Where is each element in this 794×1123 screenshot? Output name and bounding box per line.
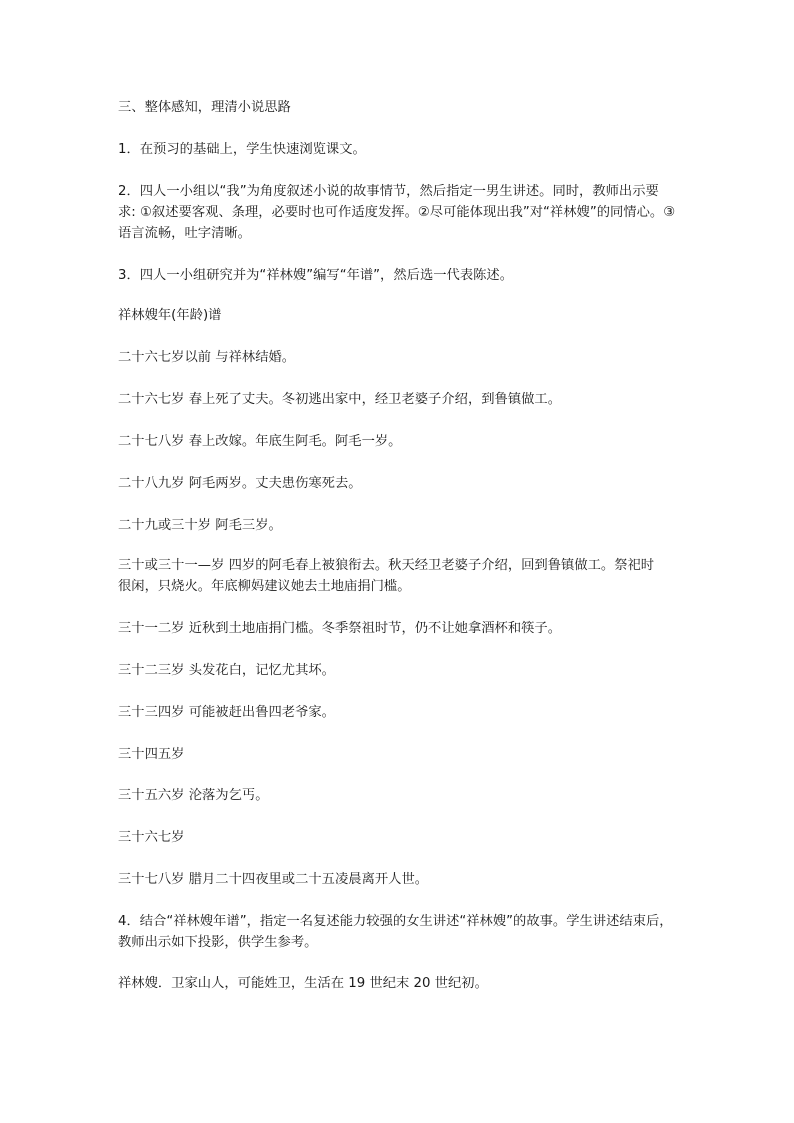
- chronicle-entry-continuation: 很闲，只烧火。年底柳妈建议她去土地庙捐门槛。: [118, 579, 411, 594]
- chronicle-entry: 二十六七岁 春上死了丈夫。冬初逃出家中，经卫老婆子介绍，到鲁镇做工。: [118, 392, 562, 407]
- step-3: 3．四人一小组研究并为“祥林嫂”编写“年谱”，然后选一代表陈述。: [118, 268, 514, 283]
- chronicle-entry: 二十七八岁 春上改嫁。年底生阿毛。阿毛一岁。: [118, 434, 402, 449]
- step-1: 1．在预习的基础上，学生快速浏览课文。: [118, 142, 366, 157]
- chronicle-entry: 三十七八岁 腊月二十四夜里或二十五凌晨离开人世。: [118, 872, 429, 887]
- step-2-line-1: 2．四人一小组以“我”为角度叙述小说的故事情节，然后指定一男生讲述。同时，教师出示要: [118, 184, 659, 199]
- step-2-line-3: 语言流畅，吐字清晰。: [118, 226, 251, 241]
- chronicle-entry: 二十八九岁 阿毛两岁。丈夫患伤寒死去。: [118, 476, 362, 491]
- summary-paragraph: 祥林嫂．卫家山人，可能姓卫，生活在 19 世纪末 20 世纪初。: [118, 976, 488, 991]
- chronicle-title: 祥林嫂年(年龄)谱: [118, 308, 222, 323]
- chronicle-entry: 三十四五岁: [118, 747, 185, 762]
- chronicle-entry: 三十五六岁 沦落为乞丐。: [118, 788, 269, 803]
- chronicle-entry: 三十六七岁: [118, 830, 185, 845]
- chronicle-entry: 二十九或三十岁 阿毛三岁。: [118, 518, 282, 533]
- step-2-line-2: 求: ①叙述要客观、条理，必要时也可作适度发挥。②尽可能体现出我”对“祥林嫂”的同情心。③: [118, 205, 676, 220]
- step-4-line-1: 4．结合“祥林嫂年谱”，指定一名复述能力较强的女生讲述“祥林嫂”的故事。学生讲述结束后，: [118, 914, 673, 929]
- chronicle-entry: 二十六七岁以前 与祥林结婚。: [118, 350, 296, 365]
- chronicle-entry: 三十或三十一—岁 四岁的阿毛春上被狼衔去。秋天经卫老婆子介绍，回到鲁镇做工。祭祀时: [118, 558, 655, 573]
- step-4-line-2: 教师出示如下投影，供学生参考。: [118, 935, 318, 950]
- section-heading: 三、整体感知，理清小说思路: [118, 100, 291, 115]
- chronicle-entry: 三十二三岁 头发花白，记忆尤其坏。: [118, 663, 335, 678]
- chronicle-entry: 三十一二岁 近秋到土地庙捐门槛。冬季祭祖时节，仍不让她拿酒杯和筷子。: [118, 621, 562, 636]
- chronicle-entry: 三十三四岁 可能被赶出鲁四老爷家。: [118, 705, 335, 720]
